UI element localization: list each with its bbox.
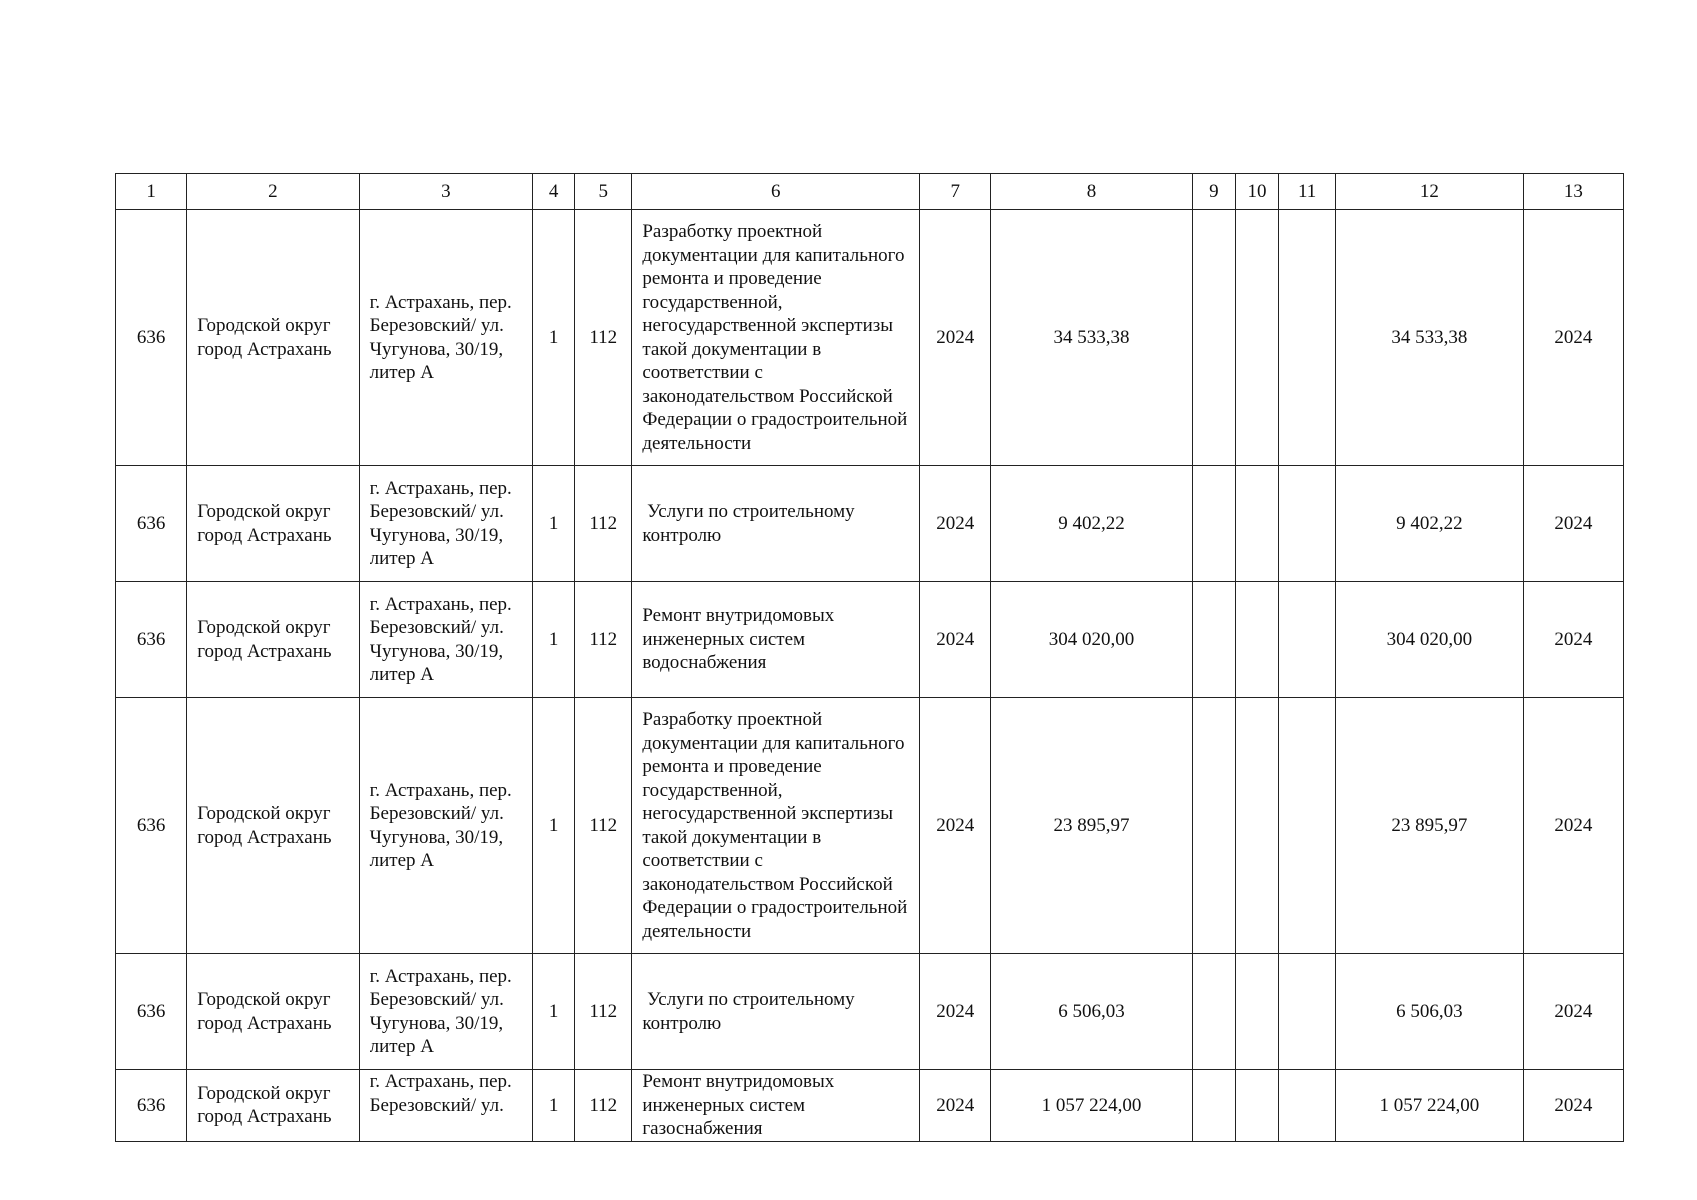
column-number-header: 13 (1523, 174, 1623, 210)
address-text: г. Астрахань, пер. Березовский/ ул. Чугунова, 30/19, литер А (369, 477, 512, 569)
empty-cell (1235, 210, 1278, 466)
table-header-row (116, 174, 1624, 210)
table-row (116, 582, 1624, 698)
address-cell: г. Астрахань, пер. Березовский/ ул. Чугунова, 30/19, литер А (359, 210, 532, 466)
empty-cell (1279, 210, 1336, 466)
table-row (116, 210, 1624, 466)
total-cost-cell: 304 020,00 (1336, 582, 1523, 698)
column-number-header: 4 (533, 174, 575, 210)
total-cost-cell: 9 402,22 (1336, 466, 1523, 582)
completion-year-cell: 2024 (1523, 954, 1623, 1070)
empty-cell (1192, 954, 1235, 1070)
municipality-cell: Городской округ город Астрахань (187, 1070, 359, 1142)
municipality-cell: Городской округ город Астрахань (187, 466, 359, 582)
total-cost-cell: 34 533,38 (1336, 210, 1523, 466)
completion-year-cell: 2024 (1523, 466, 1623, 582)
year-cell: 2024 (920, 210, 991, 466)
code-cell: 112 (575, 1070, 632, 1142)
column-number-header: 8 (991, 174, 1193, 210)
empty-cell (1192, 466, 1235, 582)
empty-cell (1235, 698, 1278, 954)
row-code-cell: 636 (116, 698, 187, 954)
code-cell: 112 (575, 582, 632, 698)
column-number-header: 6 (632, 174, 920, 210)
year-cell: 2024 (920, 1070, 991, 1142)
year-cell: 2024 (920, 582, 991, 698)
work-type-cell: Разработку проектной документации для капитального ремонта и проведение государственной, негосударственной экспертизы такой документации в соответствии с законодательством Российской Федерации о градостроительной деятельности (632, 698, 920, 954)
count-cell: 1 (533, 466, 575, 582)
year-cell: 2024 (920, 954, 991, 1070)
column-number-header: 3 (359, 174, 532, 210)
cost-cell: 23 895,97 (991, 698, 1193, 954)
municipality-cell: Городской округ город Астрахань (187, 582, 359, 698)
code-cell: 112 (575, 466, 632, 582)
address-cell: г. Астрахань, пер. Березовский/ ул. Чугунова, 30/19, литер А (359, 698, 532, 954)
row-code-cell: 636 (116, 1070, 187, 1142)
column-number-header: 12 (1336, 174, 1523, 210)
municipality-cell: Городской округ город Астрахань (187, 954, 359, 1070)
year-cell: 2024 (920, 698, 991, 954)
count-cell: 1 (533, 954, 575, 1070)
cost-cell: 1 057 224,00 (991, 1070, 1193, 1142)
address-text: г. Астрахань, пер. Березовский/ ул. (369, 1071, 512, 1116)
total-cost-cell: 1 057 224,00 (1336, 1070, 1523, 1142)
empty-cell (1279, 698, 1336, 954)
address-cell (359, 1070, 532, 1142)
work-type-cell: Ремонт внутридомовых инженерных систем водоснабжения (632, 582, 920, 698)
address-text: г. Астрахань, пер. Березовский/ ул. Чугунова, 30/19, литер А (369, 593, 512, 685)
completion-year-cell: 2024 (1523, 1070, 1623, 1142)
row-code-cell: 636 (116, 582, 187, 698)
municipality-cell: Городской округ город Астрахань (187, 210, 359, 466)
cost-cell: 9 402,22 (991, 466, 1193, 582)
repair-plan-table (115, 173, 1624, 1142)
year-cell: 2024 (920, 466, 991, 582)
total-cost-cell: 6 506,03 (1336, 954, 1523, 1070)
completion-year-cell: 2024 (1523, 582, 1623, 698)
address-cell (359, 954, 532, 1070)
empty-cell (1192, 698, 1235, 954)
address-cell (359, 582, 532, 698)
empty-cell (1279, 582, 1336, 698)
column-number-header: 9 (1192, 174, 1235, 210)
total-cost-cell: 23 895,97 (1336, 698, 1523, 954)
work-type-cell: Ремонт внутридомовых инженерных систем газоснабжения (632, 1070, 920, 1142)
cost-cell: 34 533,38 (991, 210, 1193, 466)
empty-cell (1279, 466, 1336, 582)
count-cell: 1 (533, 582, 575, 698)
empty-cell (1279, 1070, 1336, 1142)
empty-cell (1235, 582, 1278, 698)
address-cell (359, 466, 532, 582)
empty-cell (1235, 1070, 1278, 1142)
table-row (116, 698, 1624, 954)
completion-year-cell: 2024 (1523, 210, 1623, 466)
column-number-header: 10 (1235, 174, 1278, 210)
work-type-cell: Услуги по строительному контролю (632, 466, 920, 582)
completion-year-cell: 2024 (1523, 698, 1623, 954)
cost-cell: 6 506,03 (991, 954, 1193, 1070)
table-row (116, 1070, 1624, 1142)
count-cell: 1 (533, 1070, 575, 1142)
cost-cell: 304 020,00 (991, 582, 1193, 698)
column-number-header: 7 (920, 174, 991, 210)
work-type-cell: Разработку проектной документации для капитального ремонта и проведение государственной, негосударственной экспертизы такой документации в соответствии с законодательством Российской Федерации о градостроительной деятельности (632, 210, 920, 466)
empty-cell (1235, 954, 1278, 1070)
count-cell: 1 (533, 210, 575, 466)
code-cell: 112 (575, 210, 632, 466)
column-number-header: 2 (187, 174, 359, 210)
row-code-cell: 636 (116, 954, 187, 1070)
work-type-cell: Услуги по строительному контролю (632, 954, 920, 1070)
table-row (116, 954, 1624, 1070)
empty-cell (1192, 210, 1235, 466)
column-number-header: 1 (116, 174, 187, 210)
code-cell: 112 (575, 954, 632, 1070)
empty-cell (1279, 954, 1336, 1070)
count-cell: 1 (533, 698, 575, 954)
code-cell: 112 (575, 698, 632, 954)
column-number-header: 5 (575, 174, 632, 210)
row-code-cell: 636 (116, 210, 187, 466)
table-row (116, 466, 1624, 582)
municipality-cell: Городской округ город Астрахань (187, 698, 359, 954)
empty-cell (1192, 1070, 1235, 1142)
column-number-header: 11 (1279, 174, 1336, 210)
address-text: г. Астрахань, пер. Березовский/ ул. Чугунова, 30/19, литер А (369, 965, 512, 1057)
row-code-cell: 636 (116, 466, 187, 582)
empty-cell (1192, 582, 1235, 698)
empty-cell (1235, 466, 1278, 582)
